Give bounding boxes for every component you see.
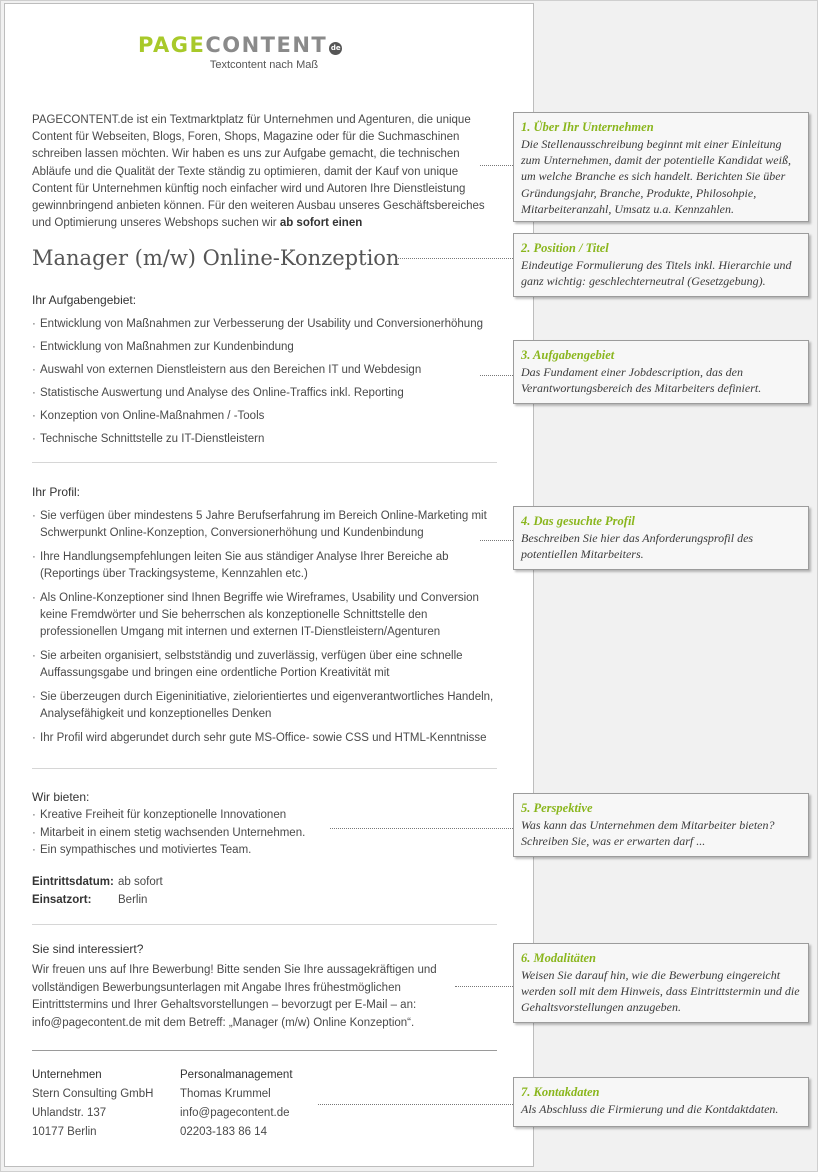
connector-line: [395, 258, 513, 259]
location-label: Einsatzort:: [32, 894, 92, 906]
connector-line: [480, 540, 513, 541]
hr-heading: Personalmanagement: [180, 1069, 293, 1081]
hr-phone: 02203-183 86 14: [180, 1126, 267, 1138]
list-item: · Entwicklung von Maßnahmen zur Kundenbindung: [32, 340, 497, 355]
job-ad-document: [4, 3, 534, 1167]
note-title: 6. Modalitäten: [521, 951, 597, 965]
connector-line: [330, 828, 513, 829]
note-tasks: [513, 340, 809, 404]
logo-content-text: CONTENT: [205, 33, 328, 57]
job-title: Manager (m/w) Online-Konzeption: [32, 246, 400, 270]
connector-line: [318, 1104, 513, 1105]
note-body: Was kann das Unternehmen dem Mitarbeiter bieten? Schreiben Sie, was er erwarten darf ...: [521, 818, 775, 849]
note-perspective: [513, 793, 809, 857]
note-title: 2. Position / Titel: [521, 241, 609, 255]
intro-text: PAGECONTENT.de ist ein Textmarktplatz für Unternehmen und Agenturen, die unique Content für Webseiten, Blogs, Foren, Shops, Magazine oder für die Suchmaschinen schreiben lassen möchten. Wir haben es uns zur Aufgabe gemacht, die technischen Abläufe und die Qualität der Texte ständig zu optimieren, damit der Kauf von unique Content für Unternehmen künftig noch einfacher wird und Autoren Ihre Dienstleistung gewinnbringend anbieten können. Für den weiteren Ausbau unseres Geschäftsbereiches und Optimierung unseres Webshops suchen wir: [32, 114, 485, 230]
apply-heading: Sie sind interessiert?: [32, 942, 144, 956]
hr-contact: [180, 1066, 293, 1142]
hr-email[interactable]: info@pagecontent.de: [180, 1107, 290, 1119]
note-company: [513, 112, 809, 222]
logo-de-badge: de: [329, 42, 342, 55]
divider: [32, 1050, 497, 1051]
profile-list: [32, 508, 497, 754]
list-item: · Ihr Profil wird abgerundet durch sehr gute MS-Office- sowie CSS und HTML-Kenntnisse: [32, 730, 497, 747]
offers-heading: Wir bieten:: [32, 790, 90, 804]
note-modalities: [513, 943, 809, 1023]
list-item: · Als Online-Konzeptioner sind Ihnen Begriffe wie Wireframes, Usability und Conversion keine Fremdwörter und Sie beherrschen als konzeptionelle Schnittstelle den professionellen Umgang mit internen und externen IT-Dienstleistern/Agenturen: [32, 590, 497, 641]
connector-line: [480, 375, 513, 376]
note-title: 7. Kontakdaten: [521, 1085, 600, 1099]
offers-list: [32, 807, 497, 860]
list-item: · Sie überzeugen durch Eigeninitiative, zielorientiertes und eigenverantwortliches Handeln, Analysefähigkeit und konzeptionelles Denken: [32, 689, 497, 723]
company-contact: [32, 1066, 153, 1142]
note-body: Als Abschluss die Firmierung und die Kontdaktdaten.: [521, 1102, 779, 1116]
note-contact: [513, 1077, 809, 1127]
note-body: Weisen Sie darauf hin, wie die Bewerbung eingereicht werden soll mit dem Hinweis, dass Eintrittstermin und die Gehaltsvorstellungen anzugeben.: [521, 968, 800, 1015]
start-date-label: Eintrittsdatum:: [32, 876, 114, 888]
connector-line: [455, 986, 513, 987]
note-title: 4. Das gesuchte Profil: [521, 514, 635, 528]
company-city: 10177 Berlin: [32, 1126, 97, 1138]
hr-name: Thomas Krummel: [180, 1088, 271, 1100]
pagecontent-logo: [138, 32, 402, 58]
list-item: · Ein sympathisches und motiviertes Team.: [32, 842, 497, 860]
list-item: · Entwicklung von Maßnahmen zur Verbesserung der Usability und Conversionerhöhung: [32, 317, 497, 332]
list-item: · Statistische Auswertung und Analyse des Online-Traffics inkl. Reporting: [32, 386, 497, 401]
note-body: Eindeutige Formulierung des Titels inkl. Hierarchie und ganz wichtig: geschlechterneutral (Gesetzgebung).: [521, 258, 792, 289]
tagline: Textcontent nach Maß: [209, 59, 319, 71]
tasks-heading: Ihr Aufgabengebiet:: [32, 293, 137, 307]
list-item: · Konzeption von Online-Maßnahmen / -Tools: [32, 409, 497, 424]
list-item: · Sie arbeiten organisiert, selbstständig und zuverlässig, verfügen über eine schnelle Auffassungsgabe und bringen eine ordentliche Portion Kreativität mit: [32, 648, 497, 682]
start-date-value: ab sofort: [118, 876, 163, 888]
list-item: · Technische Schnittstelle zu IT-Dienstleistern: [32, 432, 497, 447]
note-title: 3. Aufgabengebiet: [521, 348, 615, 362]
location-value: Berlin: [118, 894, 148, 906]
list-item: · Kreative Freiheit für konzeptionelle Innovationen: [32, 807, 497, 825]
location-row: [32, 891, 147, 909]
company-name: Stern Consulting GmbH: [32, 1088, 154, 1100]
list-item: · Auswahl von externen Dienstleistern aus den Bereichen IT und Webdesign: [32, 363, 497, 378]
divider: [32, 462, 497, 463]
note-body: Die Stellenausschreibung beginnt mit einer Einleitung zum Unternehmen, damit der potentielle Kandidat weiß, um welche Branche es sich handelt. Berichten Sie über Gründungsjahr, Branche, Produkte, Philosohpie, Mitarbeiteranzahl, Umsatz u.a. Kennzahlen.: [521, 137, 791, 216]
profile-heading: Ihr Profil:: [32, 485, 81, 499]
note-profile: [513, 506, 809, 570]
intro-bold-text: ab sofort einen: [279, 217, 363, 230]
list-item: · Sie verfügen über mindestens 5 Jahre Berufserfahrung im Bereich Online-Marketing mit Schwerpunkt Online-Konzeption, Conversionerhöhung und Kundenbindung: [32, 508, 497, 542]
connector-line: [480, 165, 513, 166]
company-heading: Unternehmen: [32, 1069, 102, 1081]
divider: [32, 924, 497, 925]
divider: [32, 768, 497, 769]
apply-text: Wir freuen uns auf Ihre Bewerbung! Bitte senden Sie Ihre aussagekräftigen und vollständigen Bewerbungsunterlagen mit Angabe Ihres frühestmöglichen Eintrittstermins und Ihrer Gehaltsvorstellungen – bevorzugt per E-Mail – an: info@pagecontent.de mit dem Betreff: „Manager (m/w) Online Konzeption“.: [32, 964, 437, 1029]
company-intro: [32, 112, 497, 232]
note-position: [513, 233, 809, 297]
list-item: · Ihre Handlungsempfehlungen leiten Sie aus ständiger Analyse Ihrer Bereiche ab (Reportings über Trackingsysteme, Kennzahlen etc.): [32, 549, 497, 583]
logo-page-text: PAGE: [138, 33, 206, 57]
start-date-row: [32, 873, 163, 891]
list-item: · Mitarbeit in einem stetig wachsenden Unternehmen.: [32, 825, 497, 843]
tasks-list: [32, 317, 497, 455]
note-title: 1. Über Ihr Unternehmen: [521, 120, 654, 134]
note-body: Das Fundament einer Jobdescription, das den Verantwortungsbereich des Mitarbeiters definiert.: [521, 365, 762, 396]
note-body: Beschreiben Sie hier das Anforderungsprofil des potentiellen Mitarbeiters.: [521, 531, 754, 562]
company-street: Uhlandstr. 137: [32, 1107, 107, 1119]
note-title: 5. Perspektive: [521, 801, 593, 815]
